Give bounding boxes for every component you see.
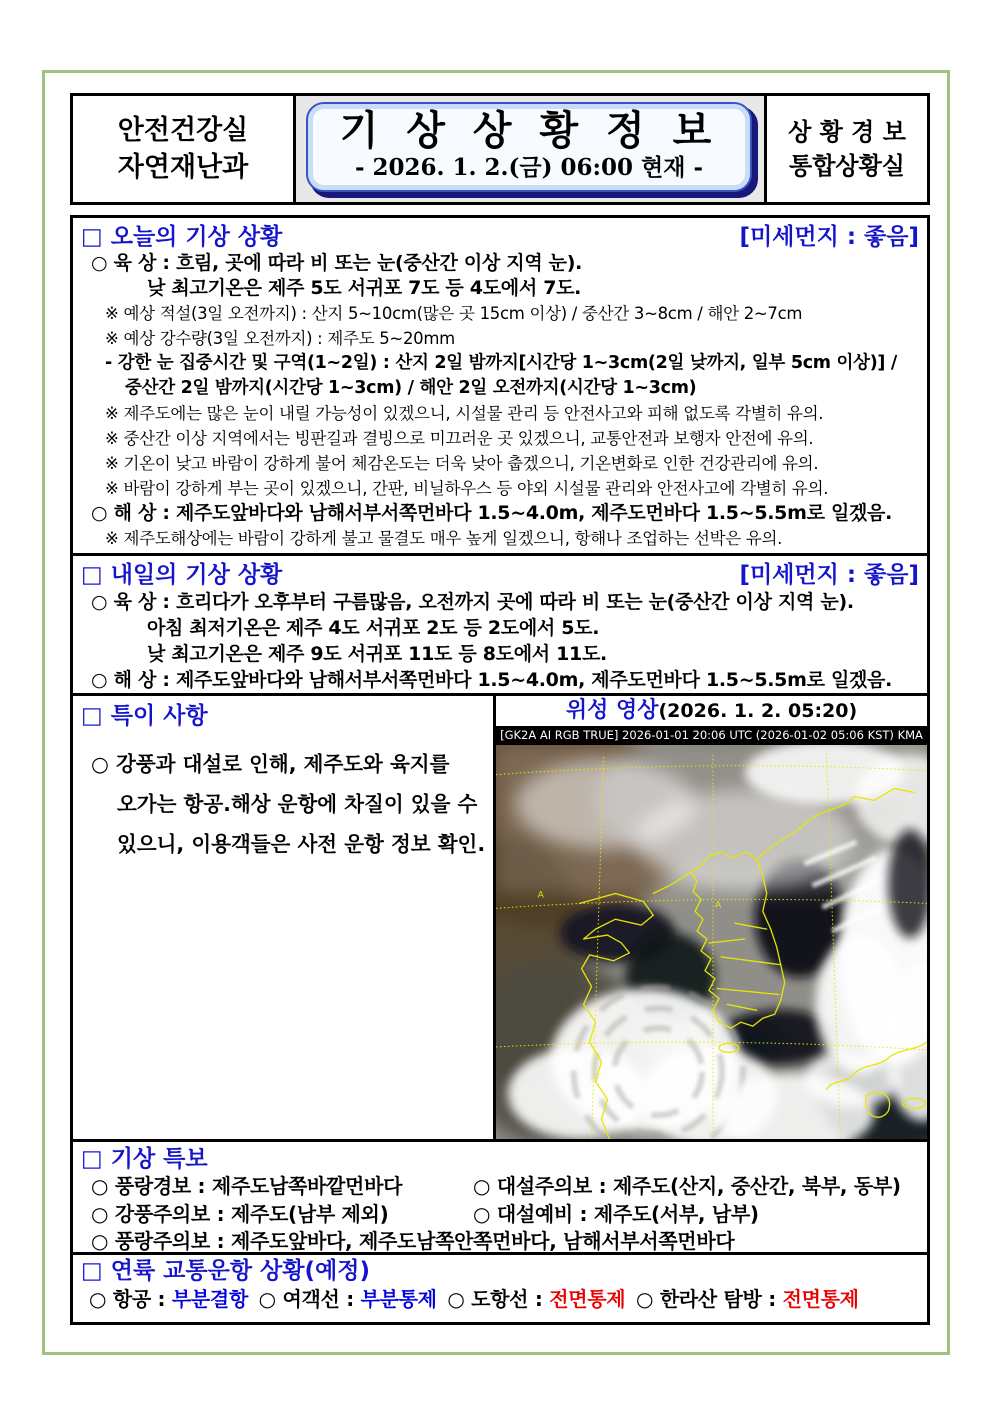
transport-item-hallasan: [636, 1287, 859, 1311]
transport-label-ferry: ○ 여객선 :: [258, 1287, 361, 1311]
title-cell: [293, 96, 767, 202]
section-title-transport: □ 연륙 교통운항 상황(예정): [81, 1258, 370, 1284]
today-heavy-snow-line2: 중산간 2일 밤까지(시간당 1~3cm) / 해안 2일 오전까지(시간당 1~3cm): [125, 378, 697, 398]
tomorrow-max-temp-line: 낮 최고기온은 제주 9도 서귀포 11도 등 8도에서 11도.: [147, 643, 607, 665]
warning-row2: [81, 1201, 919, 1229]
report-header: [70, 93, 930, 205]
situation-room-line2: 통합상황실: [789, 152, 905, 180]
report-datetime: - 2026. 1. 2.(금) 06:00 현재 -: [354, 154, 704, 181]
section-today-weather: [73, 218, 927, 553]
satellite-title-label: 위성 영상: [565, 698, 659, 723]
section-title-today: □ 오늘의 기상 상황: [81, 224, 283, 250]
special-note-paragraph: [81, 744, 485, 864]
today-heavy-snow-line: - 강한 눈 집중시간 및 구역(1~2일) : 산지 2일 밤까지[시간당 1~3cm(2일 낮까지, 일부 5cm 이상)] /: [105, 353, 897, 373]
section-special-notes: [73, 693, 927, 1139]
today-snow-forecast-line: ※ 예상 적설(3일 오전까지) : 산지 5~10cm(많은 곳 15cm 이상) / 중산간 3~8cm / 해안 2~7cm: [105, 304, 803, 323]
today-note-line2: ※ 중산간 이상 지역에서는 빙판길과 결빙으로 미끄러운 곳 있겠으니, 교통안전과 보행자 안전에 유의.: [105, 429, 814, 448]
issuing-department: [73, 96, 293, 202]
report-body: [70, 215, 930, 1325]
special-note-line2: 오가는 항공.해상 운항에 차질이 있을 수: [117, 792, 478, 816]
transport-value-island-boat: 전면통제: [549, 1287, 626, 1311]
today-rain-forecast-line: ※ 예상 강수량(3일 오전까지) : 제주도 5~20mm: [105, 329, 455, 348]
section-weather-warnings: [73, 1139, 927, 1252]
title-badge: [306, 102, 752, 192]
transport-status-line: [81, 1285, 919, 1314]
warning-heavy-snow-advisory: ○ 대설주의보 : 제주도(산지, 중산간, 북부, 동부): [473, 1174, 901, 1198]
section-title-special: □ 특이 사항: [81, 703, 208, 729]
today-note-line1: ※ 제주도에는 많은 눈이 내릴 가능성이 있겠으니, 시설물 관리 등 안전사고와 피해 없도록 각별히 유의.: [105, 404, 824, 423]
transport-item-ferry: [259, 1287, 437, 1311]
warning-row3: [81, 1228, 919, 1252]
transport-label-air: ○ 항공 :: [89, 1287, 172, 1311]
satellite-image: [496, 745, 927, 1139]
satellite-title: [496, 696, 927, 726]
today-note-line3: ※ 기온이 낮고 바람이 강하게 불어 체감온도는 더욱 낮아 춥겠으니, 기온변화로 인한 건강관리에 유의.: [105, 454, 819, 473]
satellite-mark-a1: A: [537, 890, 544, 901]
transport-label-island-boat: ○ 도항선 :: [447, 1287, 550, 1311]
special-notes-column: [73, 696, 496, 1139]
warning-wind-wave-alert: ○ 풍랑경보 : 제주도남쪽바깥먼바다: [91, 1174, 403, 1198]
transport-value-air: 부분결항: [171, 1287, 248, 1311]
dust-status-today: [미세먼지 : 좋음]: [739, 224, 919, 250]
warning-strong-wind-advisory: ○ 강풍주의보 : 제주도(남부 제외): [91, 1201, 389, 1226]
transport-value-ferry: 부분통제: [360, 1287, 437, 1311]
special-note-line1: ○ 강풍과 대설로 인해, 제주도와 육지를: [91, 752, 450, 776]
warning-heavy-snow-preliminary: ○ 대설예비 : 제주도(서부, 남부): [473, 1201, 759, 1226]
transport-item-island-boat: [447, 1287, 625, 1311]
satellite-column: [496, 696, 927, 1139]
special-note-line3: 있으니, 이용객들은 사전 운항 정보 확인.: [117, 832, 486, 856]
section-tomorrow-weather: [73, 553, 927, 693]
today-temp-line: 낮 최고기온은 제주 5도 서귀포 7도 등 4도에서 7도.: [147, 277, 582, 299]
transport-value-hallasan: 전면통제: [782, 1287, 859, 1311]
situation-room-line1: 상 황 경 보: [788, 118, 906, 146]
satellite-caption-bar: [GK2A AI RGB TRUE] 2026-01-01 20:06 UTC (2026-01-02 05:06 KST) KMA: [496, 726, 927, 745]
transport-item-air: [89, 1287, 248, 1311]
today-sea-line: ○ 해 상 : 제주도앞바다와 남해서부서쪽먼바다 1.5~4.0m, 제주도먼바다 1.5~5.5m로 일겠음.: [91, 502, 893, 524]
dust-status-tomorrow: [미세먼지 : 좋음]: [739, 562, 919, 588]
satellite-title-date: (2026. 1. 2. 05:20): [658, 700, 858, 722]
transport-label-hallasan: ○ 한라산 탐방 :: [636, 1287, 783, 1311]
satellite-mark-a2: A: [714, 900, 722, 911]
today-sea-note-line: ※ 제주도해상에는 바람이 강하게 불고 물결도 매우 높게 일겠으니, 항해나 조업하는 선박은 유의.: [105, 529, 783, 548]
department-line1: 안전건강실: [117, 115, 249, 146]
tomorrow-min-temp-line: 아침 최저기온은 제주 4도 서귀포 2도 등 2도에서 5도.: [147, 617, 600, 639]
tomorrow-land-line: ○ 육 상 : 흐리다가 오후부터 구름많음, 오전까지 곳에 따라 비 또는 눈(중산간 이상 지역 눈).: [91, 591, 854, 613]
report-title: 기 상 상 황 정 보: [339, 108, 719, 154]
department-line2: 자연재난과: [117, 152, 249, 183]
section-transport-status: [73, 1252, 927, 1322]
today-land-line: ○ 육 상 : 흐림, 곳에 따라 비 또는 눈(중산간 이상 지역 눈).: [91, 252, 583, 274]
warning-row1: [81, 1173, 919, 1201]
tomorrow-sea-line: ○ 해 상 : 제주도앞바다와 남해서부서쪽먼바다 1.5~4.0m, 제주도먼바다 1.5~5.5m로 일겠음.: [91, 669, 893, 691]
situation-room: [767, 96, 927, 202]
warning-wind-wave-advisory: ○ 풍랑주의보 : 제주도앞바다, 제주도남쪽안쪽먼바다, 남해서부서쪽먼바다: [91, 1229, 735, 1252]
section-title-tomorrow: □ 내일의 기상 상황: [81, 562, 283, 588]
section-title-warnings: □ 기상 특보: [81, 1146, 208, 1172]
today-note-line4: ※ 바람이 강하게 부는 곳이 있겠으니, 간판, 비닐하우스 등 야외 시설물 관리와 안전사고에 각별히 유의.: [105, 479, 829, 498]
